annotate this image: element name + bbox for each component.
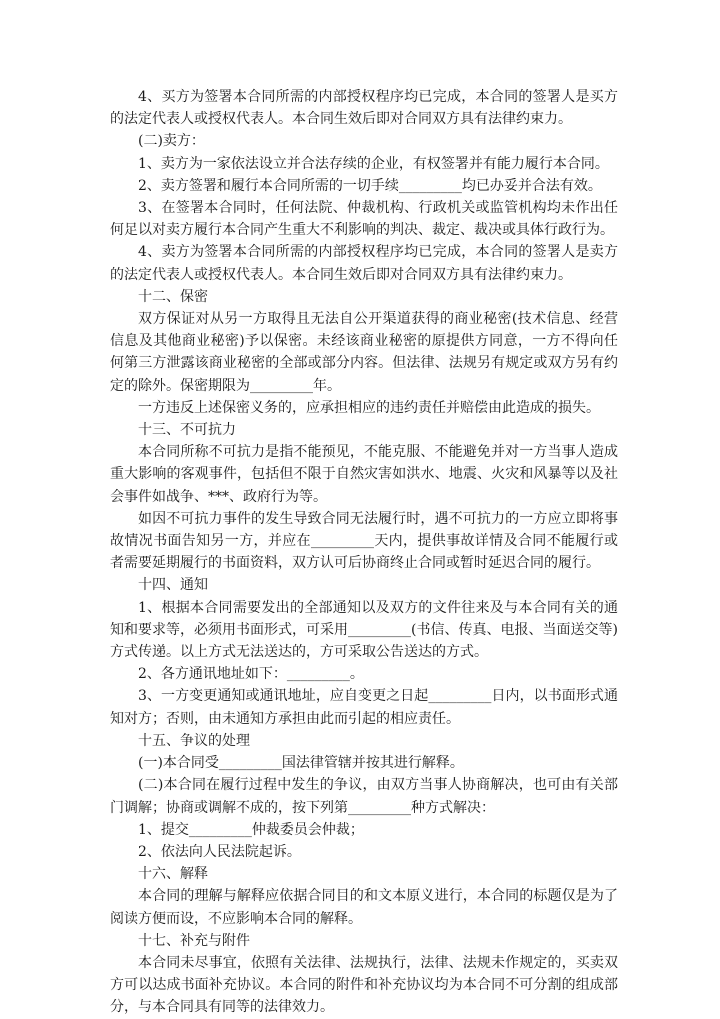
document-body	[110, 86, 618, 1019]
paragraph: 3、一方变更通知或通讯地址，应自变更之日起_________日内，以书面形式通知对方；否则，由未通知方承担由此而引起的相应责任。	[110, 688, 618, 727]
paragraph: 2、各方通讯地址如下：_________。	[138, 666, 364, 683]
paragraph: 4、卖方为签署本合同所需的内部授权程序均已完成，本合同的签署人是卖方的法定代表人或授权代表人。本合同生效后即对合同双方具有法律约束力。	[110, 244, 618, 283]
paragraph: (二)本合同在履行过程中发生的争议，由双方当事人协商解决，也可由有关部门调解；协商或调解不成的，按下列第_________种方式解决：	[110, 777, 618, 816]
paragraph: 1、根据本合同需要发出的全部通知以及双方的文件往来及与本合同有关的通知和要求等，必须用书面形式，可采用_________(书信、传真、电报、当面送交等)方式传递。以上方式无法送达的，方可采取公告送达的方式。	[110, 599, 618, 661]
section-heading: 十六、解释	[138, 866, 208, 883]
subsection-heading: (二)卖方：	[138, 133, 205, 150]
paragraph: 本合同的理解与解释应依据合同目的和文本原义进行，本合同的标题仅是为了阅读方便而设，不应影响本合同的解释。	[110, 888, 618, 927]
paragraph: 本合同未尽事宜，依照有关法律、法规执行，法律、法规未作规定的，买卖双方可以达成书面补充协议。本合同的附件和补充协议均为本合同不可分割的组成部分，与本合同具有同等的法律效力。	[110, 954, 618, 1016]
paragraph: 一方违反上述保密义务的，应承担相应的违约责任并赔偿由此造成的损失。	[138, 399, 600, 416]
section-heading: 十七、补充与附件	[138, 932, 250, 949]
paragraph: 双方保证对从另一方取得且无法自公开渠道获得的商业秘密(技术信息、经营信息及其他商业秘密)予以保密。未经该商业秘密的原提供方同意，一方不得向任何第三方泄露该商业秘密的全部或部分内容。但法律、法规另有规定或双方另有约定的除外。保密期限为_________年。	[110, 311, 618, 394]
paragraph: 1、提交_________仲裁委员会仲裁；	[138, 821, 364, 838]
paragraph: 2、依法向人民法院起诉。	[138, 843, 301, 860]
section-heading: 十五、争议的处理	[138, 732, 250, 749]
section-heading: 十四、通知	[138, 577, 208, 594]
paragraph: 2、卖方签署和履行本合同所需的一切手续_________均已办妥并合法有效。	[138, 177, 602, 194]
section-heading: 十二、保密	[138, 288, 208, 305]
paragraph: 本合同所称不可抗力是指不能预见，不能克服、不能避免并对一方当事人造成重大影响的客观事件，包括但不限于自然灾害如洪水、地震、火灾和风暴等以及社会事件如战争、***、政府行为等。	[110, 444, 618, 505]
paragraph: 3、在签署本合同时，任何法院、仲裁机构、行政机关或监管机构均未作出任何足以对卖方履行本合同产生重大不利影响的判决、裁定、裁决或具体行政行为。	[110, 200, 618, 239]
section-heading: 十三、不可抗力	[138, 422, 236, 439]
paragraph: 4、买方为签署本合同所需的内部授权程序均已完成，本合同的签署人是买方的法定代表人或授权代表人。本合同生效后即对合同双方具有法律约束力。	[110, 89, 618, 128]
paragraph: (一)本合同受_________国法律管辖并按其进行解释。	[138, 755, 464, 772]
paragraph: 1、卖方为一家依法设立并合法存续的企业，有权签署并有能力履行本合同。	[138, 155, 609, 172]
paragraph: 如因不可抗力事件的发生导致合同无法履行时，遇不可抗力的一方应立即将事故情况书面告知另一方，并应在_________天内，提供事故详情及合同不能履行或者需要延期履行的书面资料，双方认可后协商终止合同或暂时延迟合同的履行。	[110, 510, 618, 572]
